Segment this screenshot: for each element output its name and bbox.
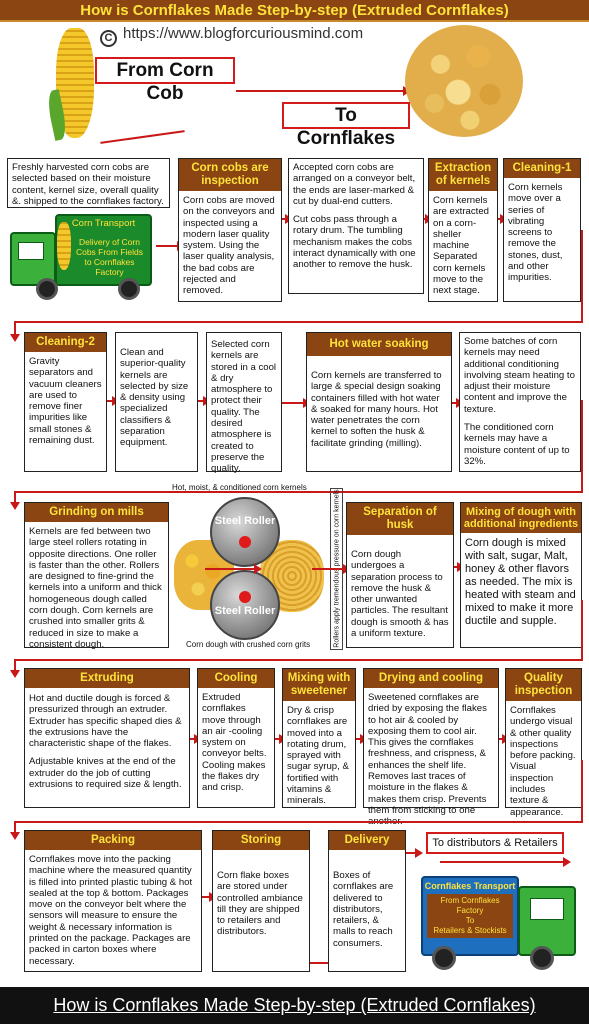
- website-line: [100, 23, 430, 45]
- corn-cob-small-image: [57, 222, 71, 270]
- corn-transport-title: Corn Transport: [71, 218, 136, 229]
- connector-line: [14, 321, 583, 323]
- flow-arrow: [498, 218, 501, 220]
- step-head: Drying and cooling: [364, 669, 498, 688]
- step-text: Corn dough undergoes a separation process to remove the husk & other unwanted particles. The resultant dough is smooth & has a uniform texture.: [351, 549, 449, 640]
- step-text: Clean and superior-quality kernels are selected by size & density using specialized classifiers & separation equipment.: [120, 347, 189, 449]
- step-head: Cleaning-1: [504, 159, 580, 178]
- step-text: Cut cobs pass through a rotary drum. The tumbling mechanism makes the cobs interact dynamically with one another to remove the husk.: [293, 214, 416, 271]
- roller-axle-icon: [239, 536, 251, 548]
- step-text: Hot and ductile dough is forced & pressurized through an extruder. Extruder has specific shaped dies & the extrusions have the characteristic shape of the flakes.: [29, 693, 182, 750]
- cornflakes-transport-truck: [421, 876, 519, 956]
- step-storage: [206, 332, 282, 475]
- intro-text: Freshly harvested corn cobs are selected based on their moisture content, kernel size, overall quality &. shipped to the cornflakes factory.: [12, 162, 164, 207]
- flow-arrow: [14, 821, 16, 833]
- step-cooling: [197, 668, 275, 808]
- corn-transport-text: Delivery of Corn Cobs From Fields to Cornflakes Factory: [75, 237, 144, 277]
- step-text: Cornflakes move into the packing machine where the measured quantity is filled into printed plastic tubing & hot sealed at the top & bottom. Packages move on the conveyor belt where the sensors will measure to ensure the weight & necessary information is printed on the package. Packages are packed in carton boxes where necessary.: [29, 854, 193, 967]
- mill-top-note: Hot, moist, & conditioned corn kernels: [172, 483, 307, 492]
- mill-bottom-note: Corn dough with crushed corn grits: [186, 640, 311, 649]
- route-line-1: From Cornflakes Factory: [440, 896, 500, 915]
- step-text: Kernels are fed between two large steel rollers rotating in opposite directions. One roller is faster than the other. Rollers are designed to fine-grind the kernels into a uniform and thick homogeneous dough called corn dough. Corn kernels are crushed into smaller grits & reduced in size to make a consistent dough.: [29, 526, 162, 650]
- step-text: Extruded cornflakes move through an air -cooling system on conveyor belts. Cooling makes the flakes dry and crisp.: [202, 692, 267, 794]
- step-head: Grinding on mills: [25, 503, 168, 522]
- flow-arrow: [424, 218, 426, 220]
- route-line-3: Retailers & Stockists: [433, 926, 507, 935]
- step-head: Extraction of kernels: [429, 159, 497, 191]
- step-head: Packing: [25, 831, 201, 850]
- step-grinding: [24, 502, 169, 648]
- step-text: Some batches of corn kernels may need additional conditioning involving steam heating to adjust their moisture content and improve the texture.: [464, 336, 575, 415]
- connector-line: [14, 659, 583, 661]
- step-text: Corn kernels move over a series of vibrating screens to remove the stones, dust, and other impurities.: [508, 182, 563, 284]
- distributors-label: To distributors & Retailers: [426, 832, 564, 854]
- flow-arrow: [282, 218, 286, 220]
- step-head: Mixing of dough with additional ingredients: [461, 503, 581, 533]
- truck-cab: [518, 886, 576, 956]
- flow-arrow: [356, 738, 361, 740]
- step-head: Delivery: [329, 831, 405, 850]
- step-text: Corn flake boxes are stored under controlled ambiance till they are shipped to retailers and distributors.: [217, 870, 303, 938]
- roller-label: Steel Roller: [214, 515, 276, 527]
- flow-arrow: [406, 852, 416, 854]
- step-text: Adjustable knives at the end of the extruder do the job of cutting extrusions to required size & length.: [29, 756, 182, 791]
- intro-box: [7, 158, 170, 208]
- step-inspection: [178, 158, 282, 302]
- website-url: https://www.blogforcuriousmind.com: [123, 25, 364, 42]
- flow-arrow: [454, 566, 458, 568]
- flow-arrow: [190, 738, 195, 740]
- from-to-arrow: [236, 90, 404, 92]
- flow-arrow: [275, 738, 280, 740]
- connector-line: [581, 400, 583, 492]
- cornflakes-image: [405, 25, 523, 137]
- from-corn-cob-label: From Corn Cob: [95, 57, 235, 84]
- copyright-icon: C: [100, 30, 117, 47]
- cornflakes-transport-route: [427, 894, 513, 938]
- step-text: Selected corn kernels are stored in a cool & dry atmosphere to protect their quality. The desired atmosphere is created to preserve the quality.: [211, 339, 277, 475]
- step-text: Sweetened cornflakes are dried by exposing the flakes to hot air & cooled by exposing them to cool air. This gives the cornflakes freshness, and crispness, & enhances the shelf life. Removes last traces of moisture in the flakes & makes them crisp. Prevents them from sticking to one: [368, 692, 487, 816]
- step-cleaning-2: [24, 332, 107, 472]
- flow-arrow: [440, 861, 564, 863]
- flow-arrow: [14, 321, 16, 335]
- feed-arrow: [205, 568, 255, 570]
- step-head: Quality inspection: [506, 669, 581, 701]
- roller-label: Steel Roller: [214, 605, 276, 617]
- step-text: Corn cobs are moved on the conveyors and inspected using a modern laser quality system. Using the laser quality analysis, the bad cobs are rejected and removed.: [183, 195, 275, 297]
- step-head: Extruding: [25, 669, 189, 688]
- connector-line: [100, 130, 184, 144]
- truck-wheel-icon: [432, 946, 456, 970]
- flow-arrow: [14, 491, 16, 503]
- steel-roller-bottom: [210, 570, 280, 640]
- truck-wheel-icon: [530, 946, 554, 970]
- step-text: Cornflakes undergo visual & other quality inspections before packing. Visual inspection includes texture & appearance.: [510, 705, 576, 818]
- truck-window-icon: [530, 898, 564, 920]
- step-packing: [24, 830, 202, 972]
- step-text: Corn kernels are extracted on a corn-sheller machine Separated corn kernels move to the next stage.: [433, 195, 489, 297]
- step-text: The conditioned corn kernels may have a moisture content of up to 32%.: [464, 422, 570, 467]
- connector-line: [14, 821, 583, 823]
- step-accepted: [288, 158, 424, 294]
- step-text: Corn kernels are transferred to large & special design soaking containers filled with hot water & soaked for many hours. Hot water penetrates the corn kernel to soften the husk & facilitate grinding (milling).: [311, 370, 442, 449]
- step-conditioning: [459, 332, 581, 472]
- flow-arrow: [107, 400, 113, 402]
- connector-line: [581, 230, 583, 322]
- to-cornflakes-label: To Cornflakes: [282, 102, 410, 129]
- step-text: Accepted corn cobs are arranged on a conveyor belt, the ends are laser-marked & cut by dual-end cutters.: [293, 162, 416, 207]
- step-text: Gravity separators and vacuum cleaners are used to remove finer impurities like small stones & remaining dust.: [29, 356, 102, 447]
- roller-axle-icon: [239, 591, 251, 603]
- step-head: Hot water soaking: [307, 333, 451, 356]
- step-separation: [346, 502, 454, 648]
- step-quality: [505, 668, 582, 818]
- footer-title: How is Cornflakes Made Step-by-step (Extruded Cornflakes): [53, 995, 536, 1015]
- connector-line: [581, 760, 583, 822]
- step-extraction: [428, 158, 498, 302]
- truck-wheel-icon: [36, 278, 58, 300]
- step-selection: [115, 332, 198, 472]
- step-extruding: [24, 668, 190, 808]
- flow-arrow: [452, 402, 457, 404]
- step-storing: [212, 830, 310, 972]
- truck-wheel-icon: [118, 278, 140, 300]
- step-head: Mixing with sweetener: [283, 669, 355, 701]
- step-text: Corn dough is mixed with salt, sugar, Malt, honey & other flavors as needed. The mix is heated with steam and mixed to make it more ductile and supple.: [465, 537, 576, 627]
- flow-arrow: [312, 568, 344, 570]
- step-head: Corn cobs are inspection: [179, 159, 281, 191]
- truck-window-icon: [18, 242, 44, 260]
- cornflakes-transport-title: Cornflakes Transport: [424, 881, 516, 891]
- step-delivery: [328, 830, 406, 972]
- steel-roller-top: [210, 497, 280, 567]
- flow-arrow: [499, 738, 503, 740]
- page-title: How is Cornflakes Made Step-by-step (Extruded Cornflakes): [80, 2, 509, 19]
- step-head: Cooling: [198, 669, 274, 688]
- step-text: Boxes of cornflakes are delivered to distributors, retailers, & malls to reach consumers.: [333, 870, 394, 949]
- flow-arrow: [156, 245, 178, 247]
- flow-arrow: [198, 400, 204, 402]
- flow-arrow: [202, 896, 210, 898]
- flow-arrow: [14, 659, 16, 671]
- step-sweetener: [282, 668, 356, 808]
- step-head: Cleaning-2: [25, 333, 106, 352]
- step-text: Dry & crisp cornflakes are moved into a rotating drum, sprayed with sugar syrup, & fortified with vitamins & minerals.: [287, 705, 349, 807]
- route-line-2: To: [465, 916, 475, 925]
- step-hot-water-soaking: [306, 332, 452, 472]
- step-mixing: [460, 502, 582, 648]
- connector-line: [581, 600, 583, 660]
- step-drying: [363, 668, 499, 816]
- top-banner: [0, 0, 589, 22]
- step-head: Storing: [213, 831, 309, 850]
- bottom-banner: [0, 987, 589, 1024]
- flow-arrow: [282, 402, 304, 404]
- step-head: Separation of husk: [347, 503, 453, 535]
- step-cleaning-1: [503, 158, 581, 302]
